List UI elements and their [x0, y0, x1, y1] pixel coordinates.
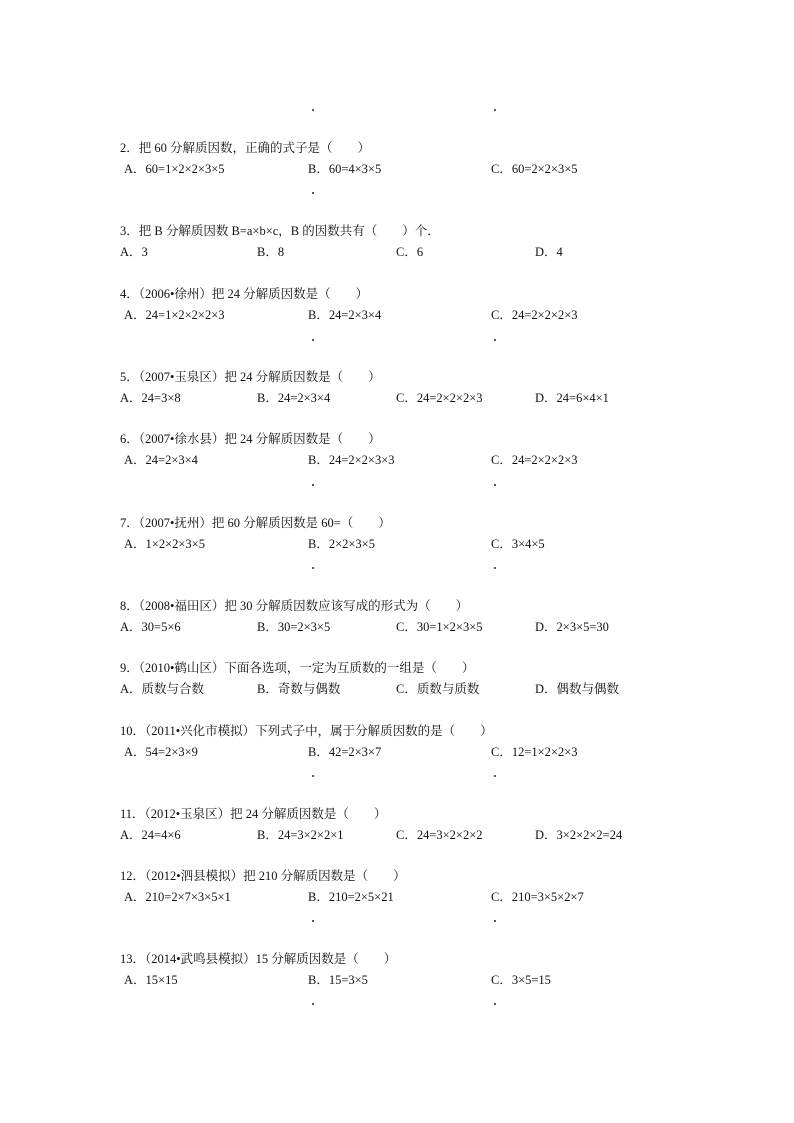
option-c: C．24=2×2×2×3 — [491, 453, 578, 467]
stray-dot — [494, 1003, 496, 1005]
option-b: B．2×2×3×5 — [308, 537, 375, 551]
stray-dot — [312, 920, 314, 922]
stray-dot — [312, 484, 314, 486]
option-d: D．4 — [535, 245, 563, 259]
option-a: A．3 — [120, 245, 148, 259]
option-b: B．42=2×3×7 — [308, 745, 382, 759]
option-c: C．6 — [396, 245, 424, 259]
option-a: A．24=3×8 — [120, 391, 181, 405]
option-d: D．24=6×4×1 — [535, 391, 609, 405]
question-stem: 9．（2010•鹤山区）下面各选项，一定为互质数的一组是（ ） — [120, 661, 475, 675]
option-b: B．24=2×3×4 — [257, 391, 331, 405]
option-a: A．24=1×2×2×2×3 — [124, 308, 225, 322]
question-stem: 10．（2011•兴化市模拟）下列式子中，属于分解质因数的是（ ） — [120, 724, 493, 738]
question-stem: 6．（2007•徐水县）把 24 分解质因数是（ ） — [120, 432, 381, 446]
option-c: C．3×4×5 — [491, 537, 545, 551]
question-stem: 7．（2007•抚州）把 60 分解质因数是 60=（ ） — [120, 516, 391, 530]
option-a: A．24=4×6 — [120, 828, 181, 842]
option-c: C．210=3×5×2×7 — [491, 890, 584, 904]
option-a: A．24=2×3×4 — [124, 453, 198, 467]
question-stem: 3．把 B 分解质因数 B=a×b×c，B 的因数共有（ ）个． — [120, 224, 440, 238]
option-b: B．30=2×3×5 — [257, 620, 331, 634]
option-a: A．质数与合数 — [120, 682, 205, 696]
stray-dot — [494, 775, 496, 777]
option-c: C．60=2×2×3×5 — [491, 162, 578, 176]
question-stem: 13．（2014•武鸣县模拟）15 分解质因数是（ ） — [120, 952, 397, 966]
option-c: C．质数与质数 — [396, 682, 480, 696]
stray-dot — [312, 775, 314, 777]
question-stem: 2．把 60 分解质因数，正确的式子是（ ） — [120, 141, 371, 155]
stray-dot — [494, 339, 496, 341]
option-b: B．15=3×5 — [308, 973, 368, 987]
option-b: B．60=4×3×5 — [308, 162, 382, 176]
option-b: B．8 — [257, 245, 285, 259]
stray-dot — [494, 109, 496, 111]
option-b: B．24=2×3×4 — [308, 308, 382, 322]
stray-dot — [312, 1003, 314, 1005]
option-c: C．30=1×2×3×5 — [396, 620, 483, 634]
option-c: C．3×5=15 — [491, 973, 551, 987]
option-b: B．24=2×2×3×3 — [308, 453, 395, 467]
question-stem: 8．（2008•福田区）把 30 分解质因数应该写成的形式为（ ） — [120, 599, 469, 613]
option-c: C．24=2×2×2×3 — [491, 308, 578, 322]
stray-dot — [494, 567, 496, 569]
option-a: A．15×15 — [124, 973, 178, 987]
question-stem: 11．（2012•玉泉区）把 24 分解质因数是（ ） — [120, 807, 387, 821]
option-b: B．奇数与偶数 — [257, 682, 341, 696]
option-a: A．60=1×2×2×3×5 — [124, 162, 225, 176]
option-a: A．54=2×3×9 — [124, 745, 198, 759]
option-c: C．24=2×2×2×3 — [396, 391, 483, 405]
option-a: A．30=5×6 — [120, 620, 181, 634]
stray-dot — [312, 339, 314, 341]
question-stem: 4．（2006•徐州）把 24 分解质因数是（ ） — [120, 287, 369, 301]
question-stem: 5．（2007•玉泉区）把 24 分解质因数是（ ） — [120, 370, 381, 384]
stray-dot — [494, 484, 496, 486]
option-c: C．24=3×2×2×2 — [396, 828, 483, 842]
stray-dot — [312, 567, 314, 569]
stray-dot — [494, 920, 496, 922]
option-a: A．210=2×7×3×5×1 — [124, 890, 231, 904]
option-a: A．1×2×2×3×5 — [124, 537, 205, 551]
question-stem: 12．（2012•泗县模拟）把 210 分解质因数是（ ） — [120, 869, 406, 883]
option-d: D．2×3×5=30 — [535, 620, 609, 634]
option-b: B．24=3×2×2×1 — [257, 828, 344, 842]
stray-dot — [312, 109, 314, 111]
option-d: D．偶数与偶数 — [535, 682, 620, 696]
option-c: C．12=1×2×2×3 — [491, 745, 578, 759]
option-d: D．3×2×2×2=24 — [535, 828, 623, 842]
option-b: B．210=2×5×21 — [308, 890, 394, 904]
stray-dot — [312, 192, 314, 194]
